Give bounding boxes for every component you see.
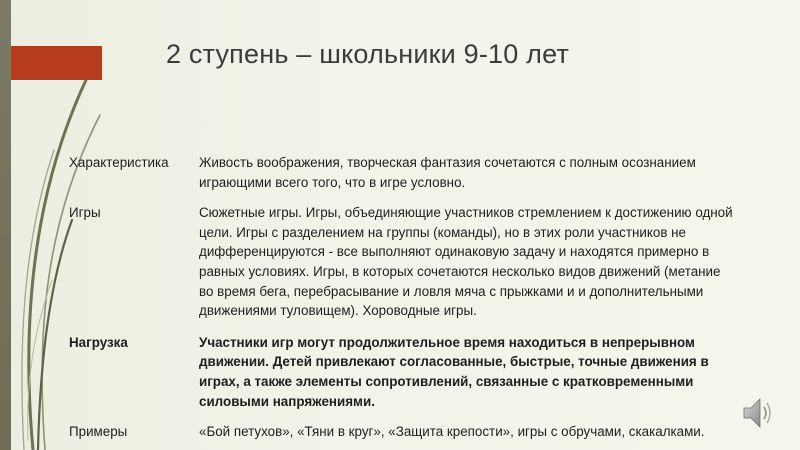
row-label: Игры: [69, 205, 101, 221]
table-row: [64, 416, 736, 442]
info-table: [64, 145, 736, 442]
slide-title: 2 ступень – школьники 9-10 лет: [166, 39, 570, 69]
table-row: [64, 145, 736, 198]
row-label: Примеры: [69, 424, 128, 440]
row-label: Нагрузка: [69, 334, 128, 350]
table-row: [64, 327, 736, 416]
row-text: Участники игр могут продолжительное время находиться в непрерывном движении. Детей привлекают согласованные, быстрые, точные движения в играх, а также элементы сопротивлений, связанные с кратковременными силовыми напряжениями.: [199, 334, 709, 409]
speaker-icon[interactable]: [740, 393, 774, 433]
row-text: «Бой петухов», «Тяни в круг», «Защита крепости», игры с обручами, скакалками.: [199, 424, 705, 440]
row-text: Сюжетные игры. Игры, объединяющие участников стремлением к достижению одной цели. Игры с разделением на группы (команды), но в этих роли участников не дифференцируются - все выполняют одинаковую задачу и находятся примерно в равных условиях. Игры, в которых сочетаются несколько видов движений (метание во время бега, перебрасывание и ловля мяча с прыжками и и дополнительными движениями туловищем). Хороводные игры.: [199, 205, 733, 319]
row-label: Характеристика: [69, 155, 169, 170]
table-row: [64, 198, 736, 327]
accent-bar: [11, 46, 102, 80]
row-text: Живость воображения, творческая фантазия сочетаются с полным осознанием играющими всего того, что в игре условно.: [199, 155, 696, 190]
